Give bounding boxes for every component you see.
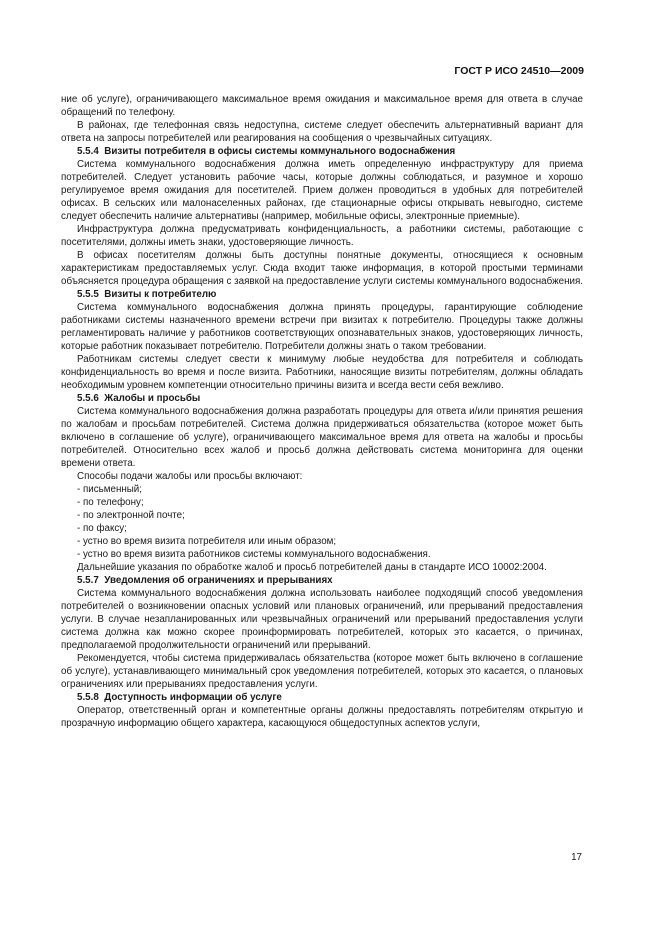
section-number: 5.5.6 [77, 393, 99, 404]
section-title: Доступность информации об услуге [104, 692, 282, 703]
paragraph: Инфраструктура должна предусматривать конфиденциальность, а работники системы, работающие с посетителями, должны иметь знаки, удостоверяющие личность. [61, 224, 583, 248]
list-item: - по факсу; [77, 523, 127, 534]
methods-list [61, 483, 583, 561]
paragraph: Система коммунального водоснабжения должна разработать процедуры для ответа и/или принятия решения по жалобам и просьбам потребителей. Система должна придерживаться обязательства (которое может быть включено в соглашение об услуге), ограничивающего максимальное время для ответа на жалобы и просьбы потребителей. Относительно всех жалоб и просьб должна действовать система мониторинга для оценки времени ответа. [61, 406, 583, 469]
section-title: Визиты потребителя в офисы системы коммунального водоснабжения [104, 146, 456, 157]
section-title: Жалобы и просьбы [104, 393, 201, 404]
section-heading [61, 288, 583, 301]
paragraph: ние об услуге), ограничивающего максимальное время ожидания и максимальное время для ответа в случае обращений по телефону. [61, 94, 583, 118]
list-item: - устно во время визита работников системы коммунального водоснабжения. [77, 549, 431, 560]
list-item: - по электронной почте; [77, 510, 185, 521]
section-number: 5.5.4 [77, 146, 99, 157]
paragraph: Оператор, ответственный орган и компетентные органы должны предоставлять потребителям открытую и прозрачную информацию общего характера, касающуюся общедоступных аспектов услуги, [61, 705, 583, 729]
section-heading [61, 691, 583, 704]
section-heading [61, 392, 583, 405]
section-heading [61, 574, 583, 587]
list-item: - письменный; [77, 484, 143, 495]
document-code-header: ГОСТ Р ИСО 24510—2009 [454, 65, 584, 77]
paragraph: В районах, где телефонная связь недоступна, системе следует обеспечить альтернативный вариант для ответа на запросы потребителей или реагирования на сообщения о чрезвычайных ситуациях. [61, 120, 583, 144]
list-item: - по телефону; [77, 497, 144, 508]
list-item: - устно во время визита потребителя или иным образом; [77, 536, 337, 547]
section-number: 5.5.5 [77, 289, 99, 300]
paragraph: Дальнейшие указания по обработке жалоб и просьб потребителей даны в стандарте ИСО 10002:2004. [77, 562, 547, 573]
paragraph: Система коммунального водоснабжения должна иметь определенную инфраструктуру для приема потребителей. Следует установить рабочие часы, которые должны соблюдаться, и разумное и хорошо регулируемое время ожидания для посетителей. Прием должен проводиться в удобных для потребителей офисах. В сельских или малонаселенных районах, где стационарные офисы открывать невыгодно, системе следует обеспечить наличие альтернативы (например, мобильные офисы, электронные приемные). [61, 159, 583, 222]
paragraph: Способы подачи жалобы или просьбы включают: [77, 471, 303, 482]
document-body [61, 93, 583, 730]
section-title: Визиты к потребителю [104, 289, 217, 300]
paragraph: В офисах посетителям должны быть доступны понятные документы, относящиеся к основным характеристикам предоставляемых услуг. Сюда входит также информация, в которой простыми терминами объясняется процедура обращения с заявкой на предоставление услуги системы коммунального водоснабжения. [61, 250, 584, 287]
paragraph: Работникам системы следует свести к минимуму любые неудобства для потребителя и соблюдать конфиденциальность во время и после визита. Работники, наносящие визиты потребителям, должны обладать необходимым уровнем компетенции относительно причины визита и всегда вести себя вежливо. [61, 354, 583, 391]
paragraph: Система коммунального водоснабжения должна принять процедуры, гарантирующие соблюдение работниками системы назначенного времени встречи при визитах к потребителю. Процедуры также должны регламентировать наличие у работников соответствующих опознавательных знаков, удостоверяющих личность, которые работник показывает потребителю. Потребители должны знать о таком требовании. [61, 302, 583, 352]
paragraph: Система коммунального водоснабжения должна использовать наиболее подходящий способ уведомления потребителей о возникновении опасных условий или плановых ограничений, или прерываний предоставления услуги. В случае незапланированных или чрезвычайных ограничений или прерываний предоставления услуги система должна как можно скорее проинформировать потребителей, которых это касается, о причинах, предполагаемой продолжительности ограничений или прерываний. [61, 588, 583, 651]
section-title: Уведомления об ограничениях и прерываниях [104, 575, 333, 586]
section-heading [61, 145, 583, 158]
section-number: 5.5.7 [77, 575, 99, 586]
page-number: 17 [571, 852, 582, 863]
section-number: 5.5.8 [77, 692, 99, 703]
paragraph: Рекомендуется, чтобы система придерживалась обязательства (которое может быть включено в соглашение об услуге), устанавливающего минимальный срок уведомления потребителей, которых это касается, о плановых ограничениях или прерываниях предоставления услуги. [61, 653, 583, 690]
